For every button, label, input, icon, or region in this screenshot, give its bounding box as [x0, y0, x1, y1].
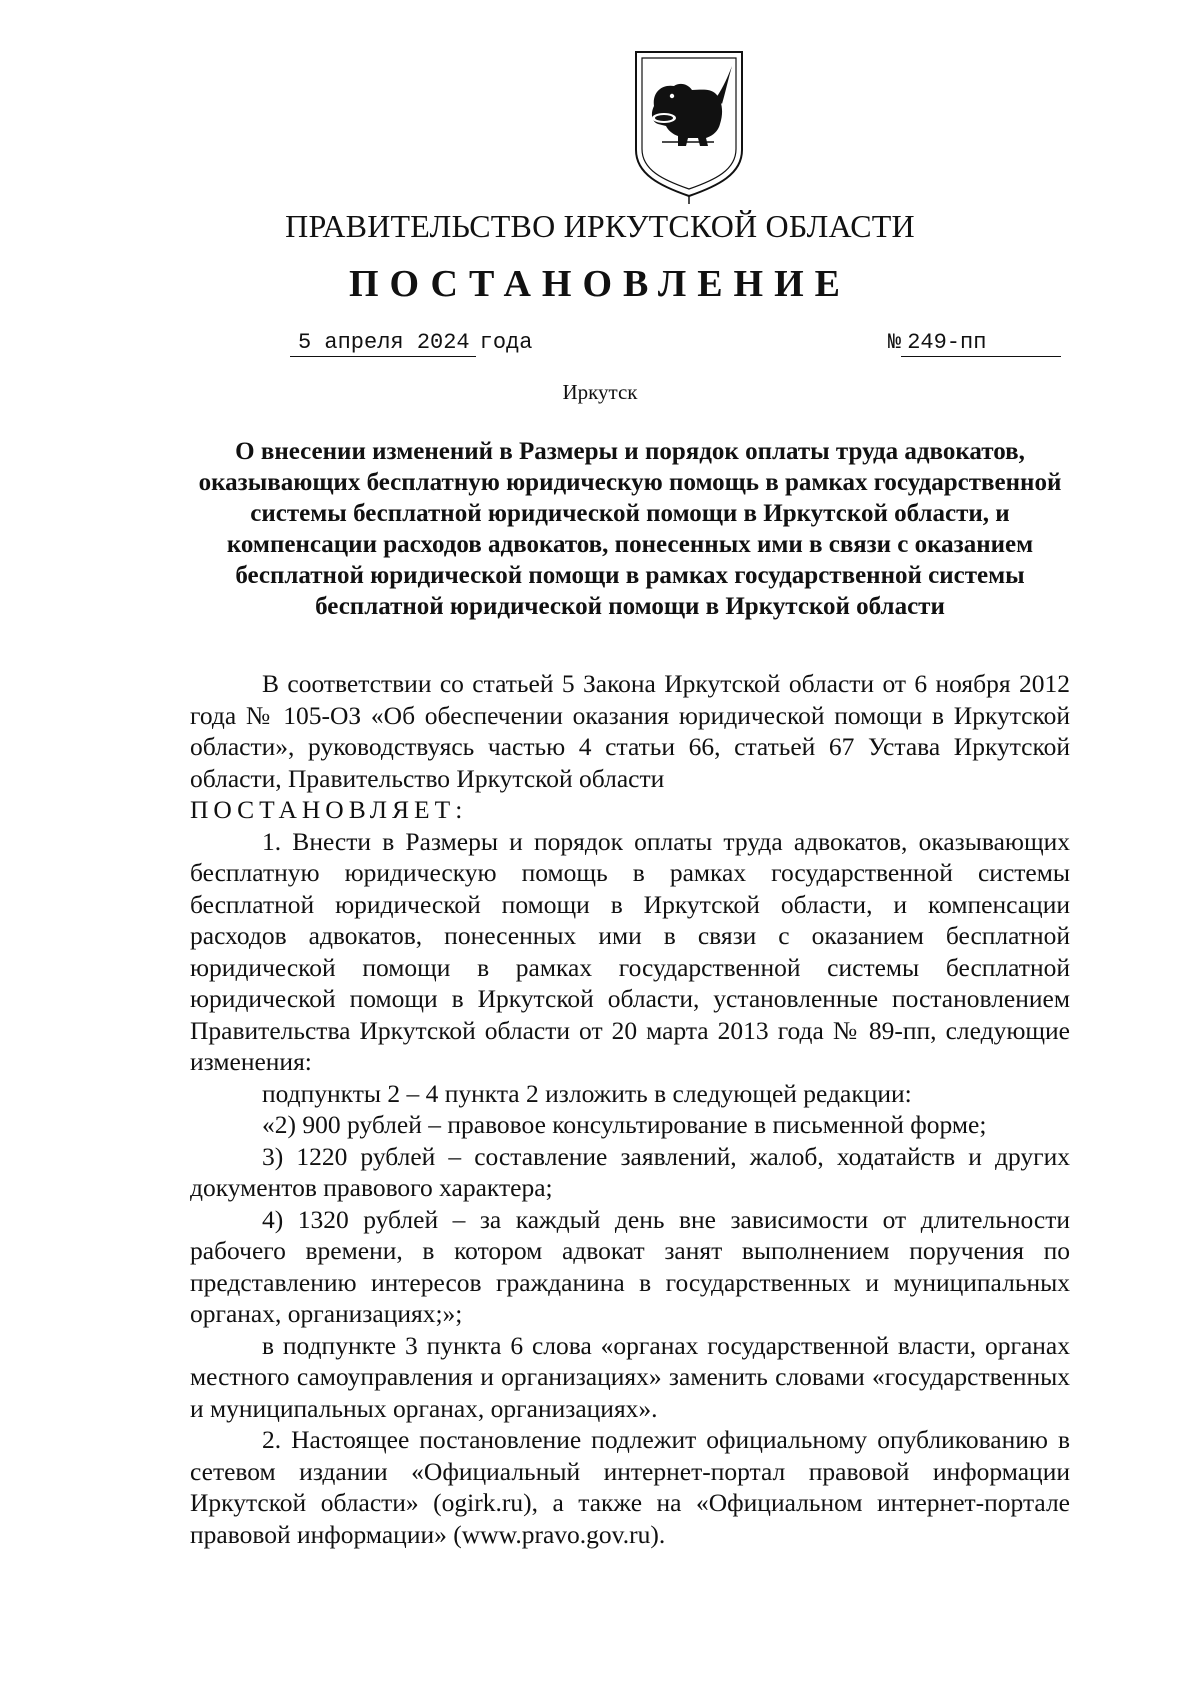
item-1-paragraph: 1. Внести в Размеры и порядок оплаты труда адвокатов, оказывающих бесплатную юридическую помощь в рамках государственной системы бесплатной юридической помощи в Иркутской области, и компенсации расходов адвокатов, понесенных ими в связи с оказанием бесплатной юридической помощи в рамках государственной системы бесплатной юридической помощи в Иркутской области, установленные постановлением Правительства Иркутской области от 20 марта 2013 года № 89-пп, следующие изменения:	[190, 826, 1070, 1076]
date-block	[290, 330, 532, 357]
document-title: О внесении изменений в Размеры и порядок оплаты труда адвокатов, оказывающих бесплатную юридическую помощь в рамках государственной системы бесплатной юридической помощи в Иркутской области, и компенсации расходов адвокатов, понесенных ими в связи с оказанием бесплатной юридической помощи в рамках государственной системы бесплатной юридической помощи в Иркутской области	[198, 438, 1062, 620]
subitems-intro-paragraph: подпункты 2 – 4 пункта 2 изложить в следующей редакции:	[262, 1078, 912, 1108]
subitem-2-paragraph: «2) 900 рублей – правовое консультирование в письменной форме;	[262, 1110, 987, 1139]
point-6-amendment-paragraph: в подпункте 3 пункта 6 слова «органах государственной власти, органах местного самоуправления и организациях» заменить словами «государственных и муниципальных органах, организациях».	[190, 1330, 1070, 1423]
document-type: ПОСТАНОВЛЕНИЕ	[348, 263, 852, 305]
government-name: ПРАВИТЕЛЬСТВО ИРКУТСКОЙ ОБЛАСТИ	[285, 208, 915, 244]
number-label: №	[888, 330, 902, 355]
date-suffix: года	[479, 330, 533, 355]
item-2-paragraph: 2. Настоящее постановление подлежит официальному опубликованию в сетевом издании «Официальный интернет-портал правовой информации Иркутской области» (ogirk.ru), а также на «Официальном интернет-портале правовой информации» (www.pravo.gov.ru).	[190, 1425, 1070, 1549]
subitem-4-paragraph: 4) 1320 рублей – за каждый день вне зависимости от длительности рабочего времени, в котором адвокат занят выполнением поручения по представлению интересов гражданина в государственных и муниципальных органах, организациях;»;	[190, 1204, 1070, 1328]
preamble-paragraph: В соответствии со статьей 5 Закона Иркутской области от 6 ноября 2012 года № 105-ОЗ «Об обеспечении оказания юридической помощи в Иркутской области», руководствуясь частью 4 статьи 66, статьей 67 Устава Иркутской области, Правительство Иркутской области	[190, 669, 1070, 793]
document-body	[190, 668, 1070, 1550]
subitem-3-paragraph: 3) 1220 рублей – составление заявлений, жалоб, ходатайств и других документов правового характера;	[190, 1141, 1070, 1202]
city: Иркутск	[562, 380, 638, 404]
document-number: 249-пп	[901, 330, 1061, 357]
resolves-heading: ПОСТАНОВЛЯЕТ:	[190, 795, 468, 824]
document-date: 5 апреля 2024	[290, 330, 476, 357]
coat-of-arms-icon	[632, 46, 746, 206]
number-block	[888, 330, 1061, 357]
